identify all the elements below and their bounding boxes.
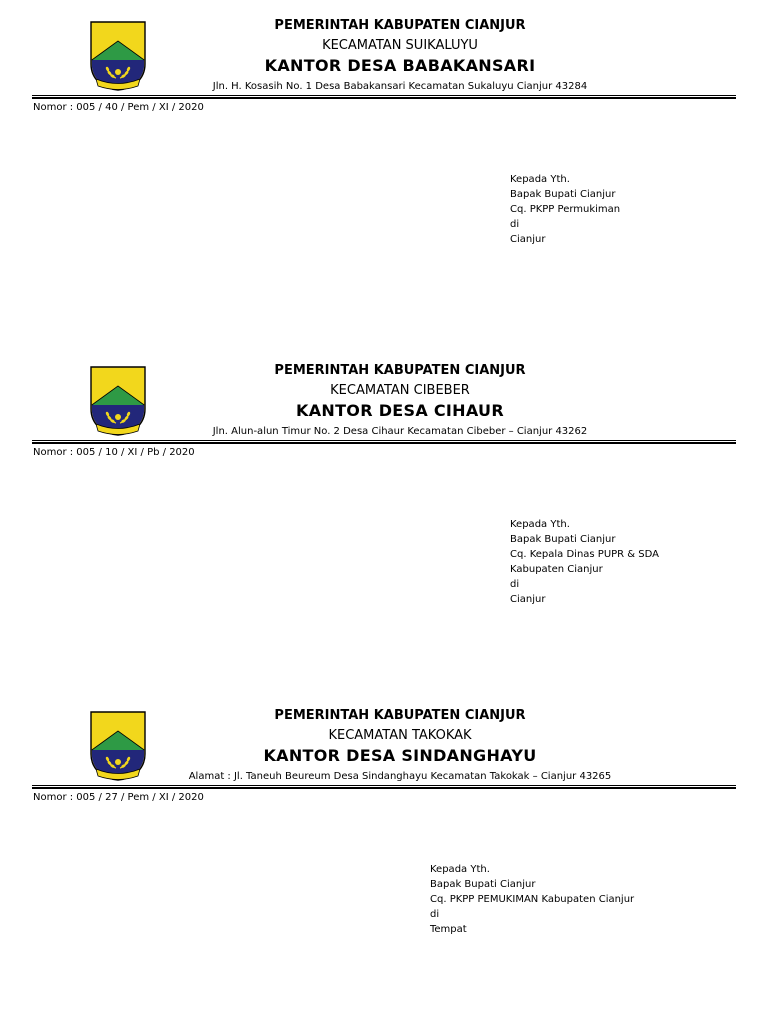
recipient-block — [510, 172, 620, 247]
recipient-line: Tempat — [430, 924, 467, 935]
recipient-line: Bapak Bupati Cianjur — [510, 534, 616, 545]
header-rule-thick — [32, 97, 736, 99]
office-name: KANTOR DESA SINDANGHAYU — [263, 746, 537, 765]
office-name: KANTOR DESA CIHAUR — [296, 401, 504, 420]
cianjur-emblem-icon — [88, 365, 148, 437]
recipient-line: Cianjur — [510, 594, 546, 605]
office-name: KANTOR DESA BABAKANSARI — [264, 56, 536, 75]
recipient-line: Cq. PKPP PEMUKIMAN Kabupaten Cianjur — [430, 894, 635, 905]
government-name: PEMERINTAH KABUPATEN CIANJUR — [274, 18, 526, 33]
recipient-line: di — [510, 219, 520, 230]
header-rule-thick — [32, 787, 736, 789]
recipient-line: Kepada Yth. — [430, 864, 490, 875]
recipient-line: di — [510, 579, 520, 590]
header-rule — [32, 785, 736, 786]
recipient-line: Cq. Kepala Dinas PUPR & SDA — [510, 549, 659, 560]
district-name: KECAMATAN TAKOKAK — [328, 728, 472, 743]
cianjur-emblem-icon — [88, 20, 148, 92]
office-address: Alamat : Jl. Taneuh Beureum Desa Sindanghayu Kecamatan Takokak – Cianjur 43265 — [188, 771, 612, 782]
letter-number: Nomor : 005 / 40 / Pem / XI / 2020 — [33, 102, 204, 113]
letter-number: Nomor : 005 / 27 / Pem / XI / 2020 — [33, 792, 204, 803]
office-address: Jln. H. Kosasih No. 1 Desa Babakansari Kecamatan Sukaluyu Cianjur 43284 — [212, 81, 588, 92]
recipient-line: Kepada Yth. — [510, 174, 570, 185]
government-name: PEMERINTAH KABUPATEN CIANJUR — [274, 363, 526, 378]
recipient-line: Kabupaten Cianjur — [510, 564, 603, 575]
recipient-block — [430, 862, 634, 937]
recipient-line: Cq. PKPP Permukiman — [510, 204, 621, 215]
district-name: KECAMATAN CIBEBER — [330, 383, 470, 398]
cianjur-emblem-icon — [88, 710, 148, 782]
recipient-line: Kepada Yth. — [510, 519, 570, 530]
recipient-block — [510, 517, 659, 607]
government-name: PEMERINTAH KABUPATEN CIANJUR — [274, 708, 526, 723]
recipient-line: di — [430, 909, 440, 920]
header-rule-thick — [32, 442, 736, 444]
header-rule — [32, 95, 736, 96]
district-name: KECAMATAN SUIKALUYU — [322, 38, 478, 53]
office-address: Jln. Alun-alun Timur No. 2 Desa Cihaur Kecamatan Cibeber – Cianjur 43262 — [212, 426, 588, 437]
letter-number: Nomor : 005 / 10 / XI / Pb / 2020 — [33, 447, 195, 458]
recipient-line: Bapak Bupati Cianjur — [510, 189, 616, 200]
recipient-line: Cianjur — [510, 234, 546, 245]
recipient-line: Bapak Bupati Cianjur — [430, 879, 536, 890]
header-rule — [32, 440, 736, 441]
